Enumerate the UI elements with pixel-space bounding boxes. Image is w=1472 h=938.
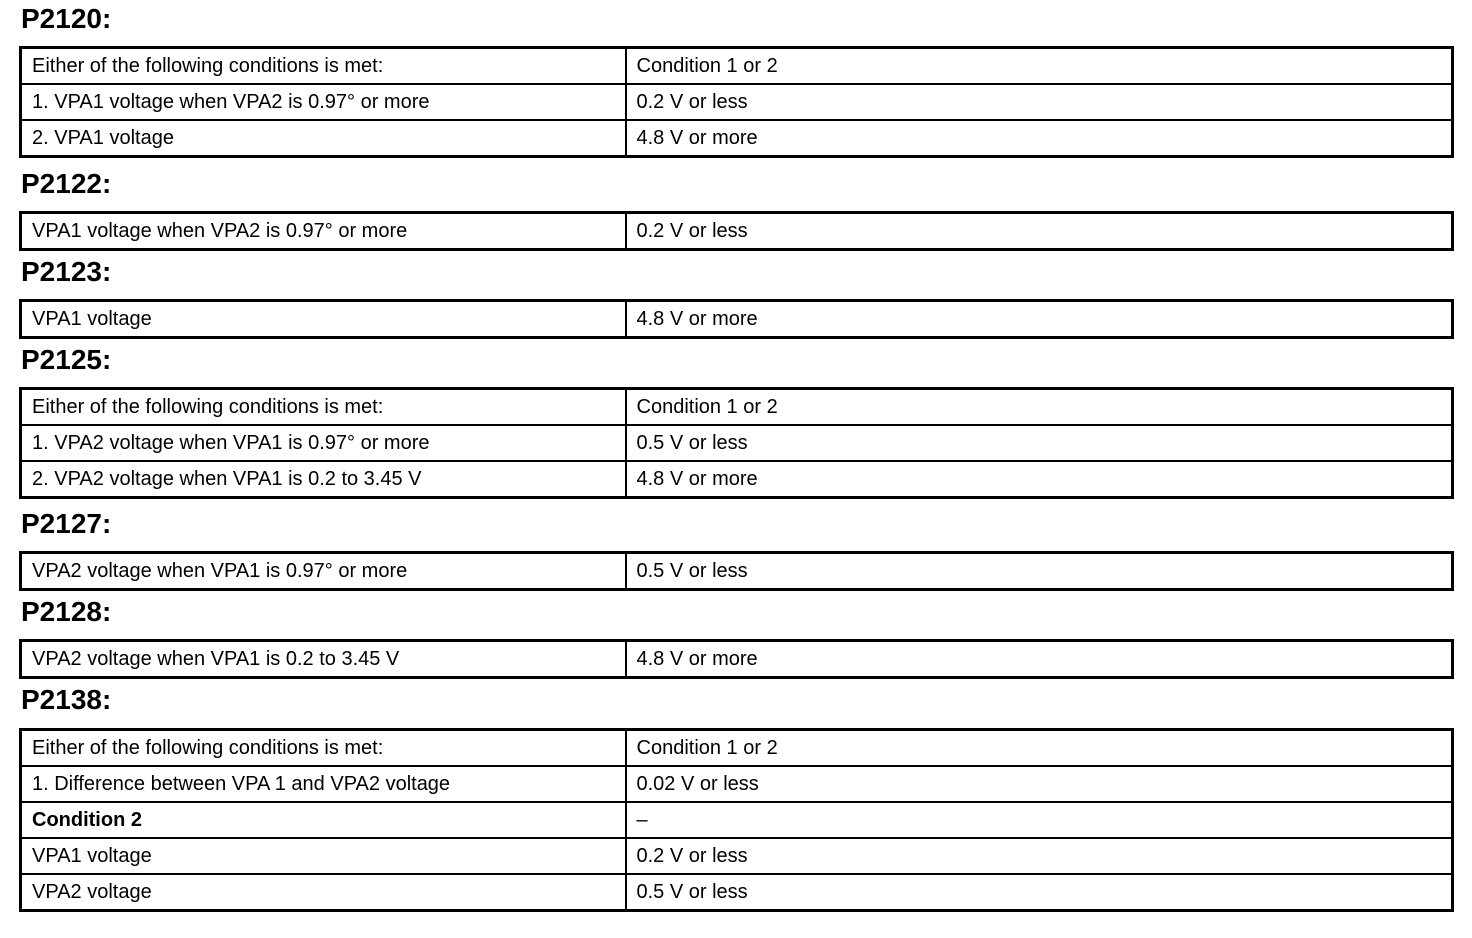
value-cell: 0.5 V or less (626, 874, 1453, 911)
table-row (21, 301, 1453, 338)
condition-table (19, 46, 1454, 158)
condition-table (19, 387, 1454, 499)
table-row (21, 802, 1453, 838)
condition-table (19, 551, 1454, 591)
dtc-code-heading: P2122: (21, 168, 112, 199)
value-cell: 4.8 V or more (626, 301, 1453, 338)
condition-cell: 1. VPA1 voltage when VPA2 is 0.97° or more (21, 84, 626, 120)
table-row (21, 730, 1453, 767)
condition-cell: Either of the following conditions is met: (21, 389, 626, 426)
condition-cell: Either of the following conditions is met: (21, 730, 626, 767)
condition-cell: VPA2 voltage when VPA1 is 0.97° or more (21, 553, 626, 590)
condition-cell: 1. VPA2 voltage when VPA1 is 0.97° or more (21, 425, 626, 461)
condition-subheading-cell: Condition 2 (21, 802, 626, 838)
dtc-code-heading: P2125: (21, 344, 112, 375)
condition-cell: 1. Difference between VPA 1 and VPA2 voltage (21, 766, 626, 802)
value-cell: 4.8 V or more (626, 120, 1453, 157)
value-cell: – (626, 802, 1453, 838)
condition-cell: VPA1 voltage when VPA2 is 0.97° or more (21, 213, 626, 250)
condition-cell: VPA2 voltage when VPA1 is 0.2 to 3.45 V (21, 641, 626, 678)
value-cell: 4.8 V or more (626, 461, 1453, 498)
table-row (21, 838, 1453, 874)
dtc-code-heading: P2123: (21, 256, 112, 287)
dtc-code-heading: P2127: (21, 508, 112, 539)
table-row (21, 461, 1453, 498)
value-cell: Condition 1 or 2 (626, 48, 1453, 85)
table-row (21, 213, 1453, 250)
condition-table (19, 639, 1454, 679)
condition-table (19, 299, 1454, 339)
value-cell: 0.2 V or less (626, 213, 1453, 250)
table-row (21, 874, 1453, 911)
table-row (21, 553, 1453, 590)
table-row (21, 120, 1453, 157)
table-row (21, 48, 1453, 85)
table-row (21, 641, 1453, 678)
table-row (21, 425, 1453, 461)
dtc-code-heading: P2120: (21, 3, 112, 34)
value-cell: 0.5 V or less (626, 425, 1453, 461)
value-cell: 0.02 V or less (626, 766, 1453, 802)
value-cell: 4.8 V or more (626, 641, 1453, 678)
dtc-code-heading: P2128: (21, 596, 112, 627)
condition-table (19, 728, 1454, 912)
condition-cell: 2. VPA1 voltage (21, 120, 626, 157)
value-cell: 0.2 V or less (626, 84, 1453, 120)
value-cell: 0.2 V or less (626, 838, 1453, 874)
table-row (21, 84, 1453, 120)
condition-cell: VPA1 voltage (21, 838, 626, 874)
condition-cell: VPA2 voltage (21, 874, 626, 911)
condition-cell: Either of the following conditions is met: (21, 48, 626, 85)
condition-cell: 2. VPA2 voltage when VPA1 is 0.2 to 3.45 V (21, 461, 626, 498)
value-cell: 0.5 V or less (626, 553, 1453, 590)
table-row (21, 389, 1453, 426)
condition-cell: VPA1 voltage (21, 301, 626, 338)
value-cell: Condition 1 or 2 (626, 730, 1453, 767)
dtc-code-heading: P2138: (21, 684, 112, 715)
condition-table (19, 211, 1454, 251)
table-row (21, 766, 1453, 802)
value-cell: Condition 1 or 2 (626, 389, 1453, 426)
